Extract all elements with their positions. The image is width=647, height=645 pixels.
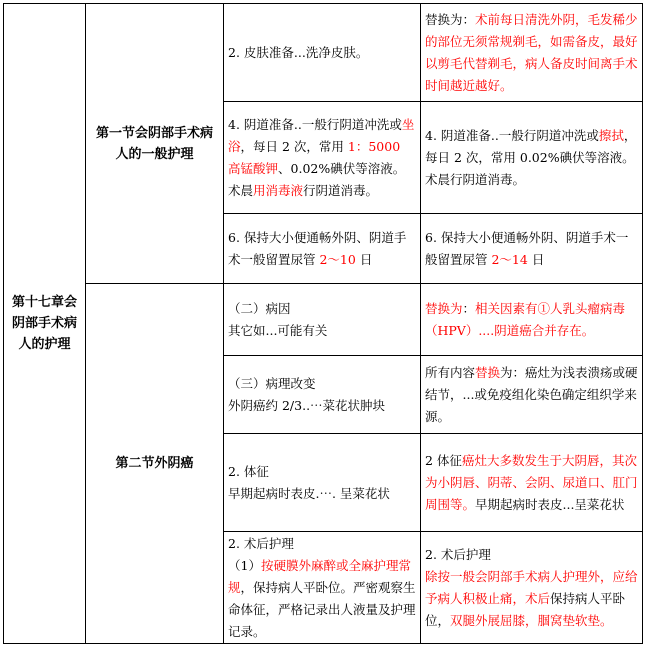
highlighted-text: 2～10 [319, 251, 356, 267]
highlighted-text: 术前每日清洗外阴，毛发稀少的部位无须常规剃毛，如需备皮，最好以剪毛代替剃毛，病人备皮时间离手术时间越近越好。 [425, 11, 638, 93]
highlighted-text: 用消毒液 [253, 182, 304, 198]
highlighted-text: 2～14 [491, 251, 528, 267]
original-text-cell [224, 356, 421, 434]
highlighted-text: 双腿外展屈膝，腘窝垫软垫。 [450, 612, 613, 628]
text-segment: 保持病人平卧位， [425, 590, 626, 628]
text-segment: 2. 皮肤准备...洗净皮肤。 [228, 44, 369, 60]
text-segment: 2. 术后护理 [425, 546, 491, 562]
section-title: 第二节外阴癌 [86, 284, 224, 644]
highlighted-text: 替换 [475, 364, 501, 380]
text-segment: 6. 保持大小便通畅外阴、阴道手术一般留置尿管 [425, 229, 629, 267]
chapter-title: 第十七章会阴部手术病人的护理 [4, 4, 86, 644]
table-row [4, 4, 643, 102]
original-text-cell [224, 214, 421, 284]
table-row [4, 284, 643, 356]
highlighted-text: 癌灶大多数发生于大阴唇，其次为小阴唇、阴蒂、会阴、尿道口、肛门周围等。 [425, 452, 638, 512]
highlighted-text: 相关因素有①人乳头瘤病毒（HPV）....阴道癌合并存在。 [425, 300, 626, 338]
highlighted-text: 按硬膜外麻醉或全麻护理常规 [228, 557, 411, 595]
text-segment: 其它如...可能有关 [228, 322, 328, 338]
original-text-cell [224, 4, 421, 102]
text-segment: 为：癌灶为浅表溃疡或硬结节，...或免疫组化染色确定组织学来源。 [425, 364, 638, 424]
original-text-cell [224, 284, 421, 356]
revised-text-cell [421, 102, 643, 214]
text-segment: （1） [228, 557, 261, 573]
text-segment: 、0.02%碘伏等溶液。术晨 [228, 160, 406, 198]
text-segment: ，每日 2 次，常用 [240, 138, 348, 154]
original-text-cell [224, 102, 421, 214]
text-segment: 2. 术后护理 [228, 535, 294, 551]
highlighted-text: 擦拭 [598, 127, 624, 143]
text-segment: 早期起病时表皮.⋯. 呈菜花状 [228, 485, 390, 501]
revised-text-cell [421, 434, 643, 532]
text-segment: 6. 保持大小便通畅外阴、阴道手术一般留置尿管 [228, 229, 407, 267]
text-segment: 4. 阴道准备..一般行阴道冲洗或 [425, 127, 599, 143]
text-segment: 2 体征 [425, 452, 462, 468]
highlighted-text: 除按一般会阴部手术病人护理外，应给予病人积极止痛，术后 [425, 568, 638, 606]
text-segment: （三）病理改变 [228, 375, 316, 391]
text-segment: （二）病因 [228, 300, 291, 316]
text-segment: ，保持病人平卧位。严密观察生命体征，严格记录出人液量及护理记录。 [228, 579, 416, 639]
original-text-cell [224, 532, 421, 644]
revised-text-cell [421, 532, 643, 644]
revised-text-cell [421, 4, 643, 102]
text-segment: 替换为： [425, 11, 476, 27]
highlighted-text: 替换为 [425, 300, 463, 316]
section-title: 第一节会阴部手术病人的一般护理 [86, 4, 224, 284]
content-table [3, 3, 643, 644]
highlighted-text: 1：5000 高锰酸钾 [228, 138, 401, 176]
original-text-cell [224, 434, 421, 532]
text-segment: 日 [355, 251, 373, 267]
text-segment: 2. 体征 [228, 463, 269, 479]
text-segment: 4. 阴道准备..一般行阴道冲洗或 [228, 116, 402, 132]
text-segment: 行阴道消毒。 [303, 182, 379, 198]
text-segment: 日 [527, 251, 545, 267]
text-segment: ： [462, 300, 476, 316]
text-segment: 早期起病时表皮...呈菜花状 [475, 496, 625, 512]
text-segment: 所有内容 [425, 364, 476, 380]
revised-text-cell [421, 356, 643, 434]
highlighted-text: 坐浴 [228, 116, 415, 154]
text-segment: 外阴癌约 2/3..⋯菜花状肿块 [228, 397, 386, 413]
revised-text-cell [421, 214, 643, 284]
revised-text-cell [421, 284, 643, 356]
text-segment: ，每日 2 次，常用 0.02%碘伏等溶液。术晨行阴道消毒。 [425, 127, 637, 187]
